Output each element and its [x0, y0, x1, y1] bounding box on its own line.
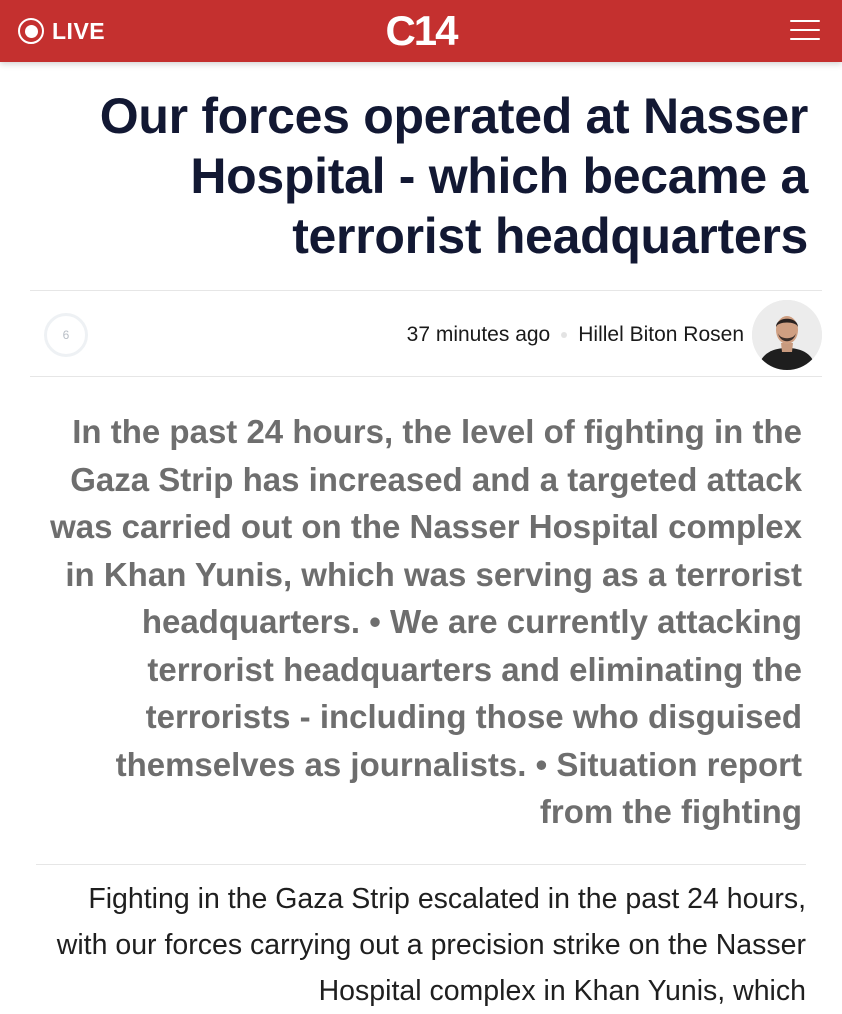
article-title: Our forces operated at Nasser Hospital - which became a terrorist headquarters	[99, 88, 808, 264]
live-record-icon	[18, 18, 44, 44]
author-name[interactable]: Hillel Biton Rosen	[578, 323, 744, 346]
article-body: Fighting in the Gaza Strip escalated in the past 24 hours, with our forces carrying out a precision strike on the Nasser Hospital complex in Khan Yunis, which	[56, 883, 806, 1007]
comment-count: 6	[62, 328, 70, 342]
comment-count-badge[interactable]	[44, 313, 88, 357]
live-label: LIVE	[52, 17, 106, 44]
divider-lead	[36, 864, 806, 865]
site-logo[interactable]: C14	[385, 7, 457, 54]
top-bar	[0, 0, 842, 62]
article-meta	[300, 320, 744, 350]
divider-meta	[30, 376, 822, 377]
article-lead: In the past 24 hours, the level of fighting in the Gaza Strip has increased and a targeted attack was carried out on the Nasser Hospital complex in Khan Yunis, which was serving as a terrorist headquarters. • We are currently attacking terrorist headquarters and eliminating the terrorists - including those who disguised themselves as journalists. • Situation report from the fighting	[50, 413, 802, 830]
hamburger-menu-icon[interactable]	[790, 20, 820, 40]
publish-time: 37 minutes ago	[406, 323, 551, 346]
author-photo-icon	[752, 300, 822, 370]
divider-top	[30, 290, 822, 291]
author-avatar[interactable]	[752, 300, 822, 370]
live-button[interactable]	[18, 17, 105, 45]
meta-separator	[561, 332, 567, 338]
